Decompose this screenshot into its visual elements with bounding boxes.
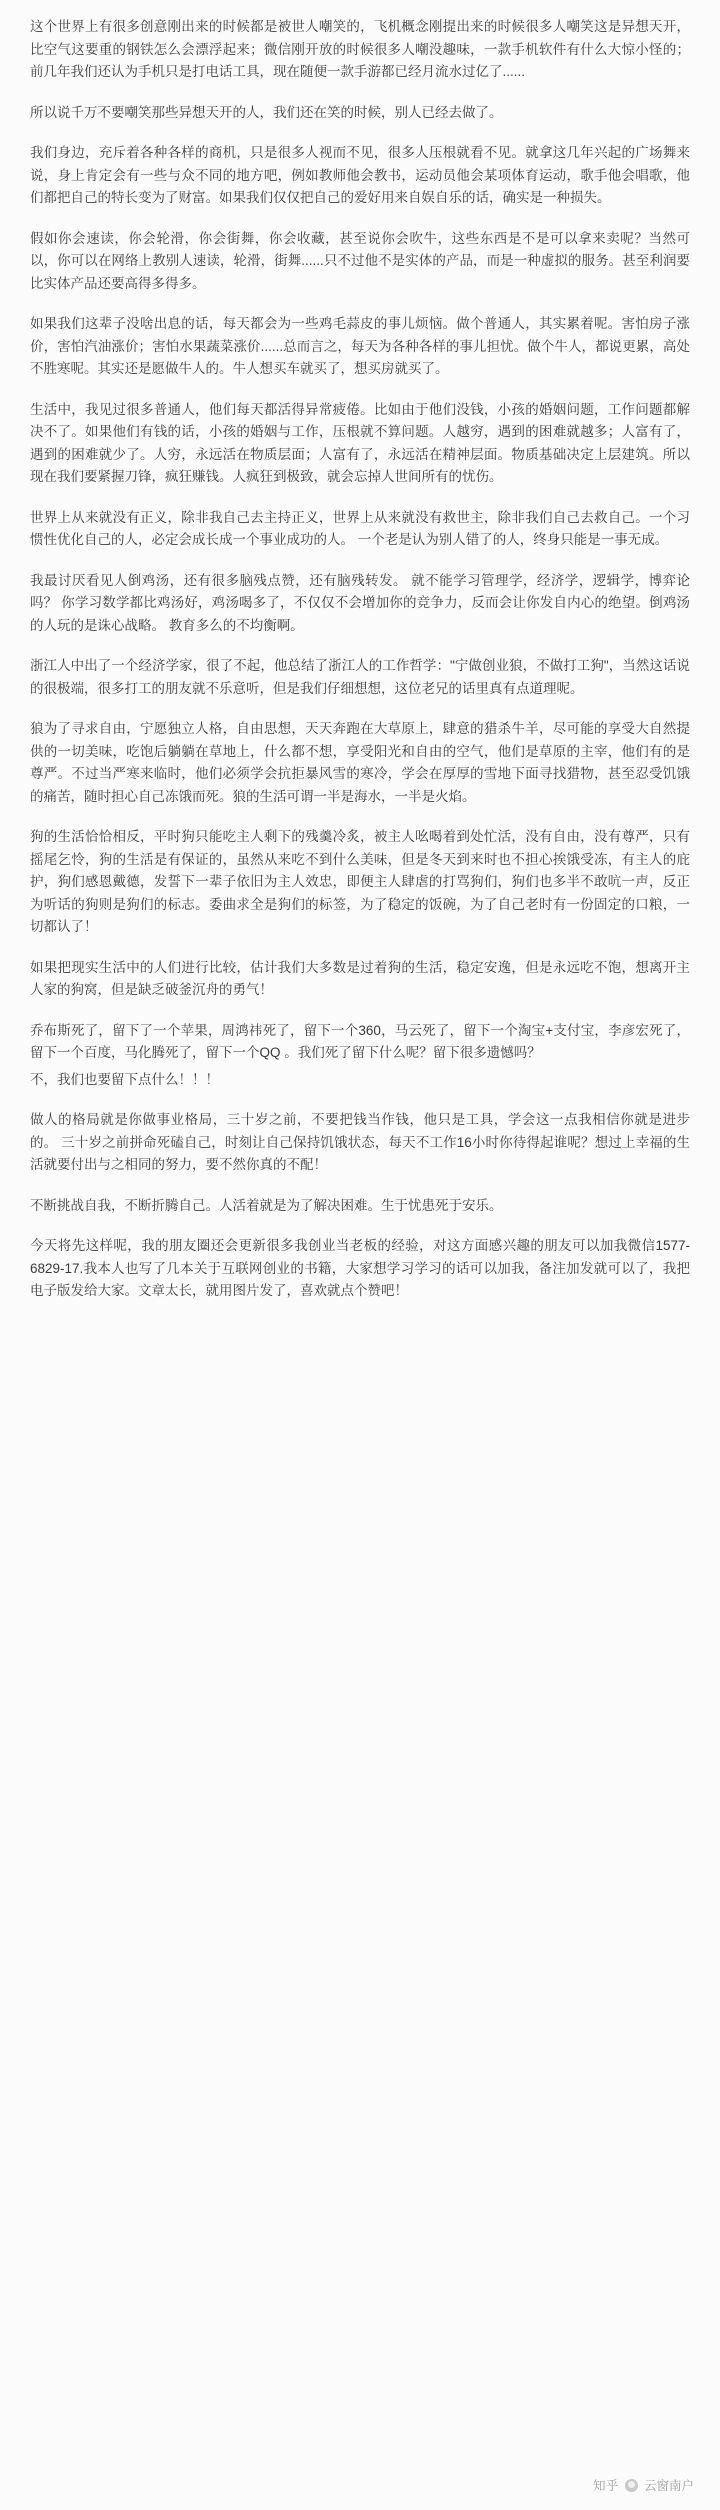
paragraph: 浙江人中出了一个经济学家，很了不起，他总结了浙江人的工作哲学："宁做创业狼，不做打工狗"，当然这话说的很极端，很多打工的朋友就不乐意听，但是我们仔细想想，这位老兄的话里真有点道理呢。: [30, 658, 690, 696]
paragraph: 世界上从来就没有正义，除非我自己去主持正义，世界上从来就没有救世主，除非我们自己去救自己。一个习惯性优化自己的人，必定会成长成一个事业成功的人。 一个老是认为别人错了的人，终身只能是一事无成。: [30, 509, 690, 547]
paragraph: 如果把现实生活中的人们进行比较，估计我们大多数是过着狗的生活，稳定安逸，但是永远吃不饱，想离开主人家的狗窝，但是缺乏破釜沉舟的勇气！: [30, 959, 690, 997]
paragraph: 今天将先这样呢，我的朋友圈还会更新很多我创业当老板的经验，对这方面感兴趣的朋友可以加我微信1577-6829-17.我本人也写了几本关于互联网创业的书籍，大家想学习学习的话可以加我，备注加发就可以了，我把电子版发给大家。文章太长，就用图片发了，喜欢就点个赞吧！: [30, 1238, 690, 1298]
paragraph: 狗的生活恰恰相反，平时狗只能吃主人剩下的残羹冷炙，被主人吆喝着到处忙活，没有自由，没有尊严，只有摇尾乞怜，狗的生活是有保证的，虽然从来吃不到什么美味，但是冬天到来时也不担心挨饿受冻，有主人的庇护，狗们感恩戴德，发誓下一辈子依旧为主人效忠，即便主人肆虐的打骂狗们，狗们也多半不敢吭一声，反正为听话的狗则是狗们的标志。委曲求全是狗们的标签，为了稳定的饭碗，为了自己老时有一份固定的口粮，一切都认了！: [30, 829, 690, 934]
watermark-footer: [593, 2476, 694, 2494]
paragraph: 不，我们也要留下点什么！！！: [30, 1071, 219, 1087]
paragraph: 狼为了寻求自由，宁愿独立人格，自由思想，天天奔跑在大草原上，肆意的猎杀牛羊，尽可能的享受大自然提供的一切美味，吃饱后躺躺在草地上，什么都不想，享受阳光和自由的空气，他们是草原的主宰，他们有的是尊严。不过当严寒来临时，他们必须学会抗拒暴风雪的寒冷，学会在厚厚的雪地下面寻找猎物，甚至忍受饥饿的痛苦，随时担心自己冻饿而死。狼的生活可谓一半是海水，一半是火焰。: [30, 721, 690, 804]
paragraph: 我们身边，充斥着各种各样的商机，只是很多人视而不见，很多人压根就看不见。就拿这几年兴起的广场舞来说，身上肯定会有一些与众不同的地方吧，例如教师他会教书，运动员他会某项体育运动，歌手他会唱歌，他们都把自己的特长变为了财富。如果我们仅仅把自己的爱好用来自娱自乐的话，确实是一种损失。: [30, 145, 690, 205]
paragraph: 做人的格局就是你做事业格局，三十岁之前，不要把钱当作钱，他只是工具，学会这一点我相信你就是进步的。 三十岁之前拼命死磕自己，时刻让自己保持饥饿状态，每天不工作16小时你待得起谁呢？想过上幸福的生活就要付出与之相同的努力，要不然你真的不配！: [30, 1112, 690, 1172]
paragraph: 乔布斯死了，留下了一个苹果，周鸿祎死了，留下一个360，马云死了，留下一个淘宝+支付宝，李彦宏死了，留下一个百度，马化腾死了，留下一个QQ 。我们死了留下什么呢？留下很多遗憾吗？: [30, 1022, 690, 1060]
paragraph: 假如你会速读，你会轮滑，你会街舞，你会收藏，甚至说你会吹牛，这些东西是不是可以拿来卖呢？当然可以，你可以在网络上教别人速读，轮滑，街舞......只不过他不是实体的产品，而是一种虚拟的服务。甚至利润要比实体产品还要高得多得多。: [30, 230, 690, 291]
paragraph: 所以说千万不要嘲笑那些异想天开的人，我们还在笑的时候，别人已经去做了。: [30, 104, 503, 120]
avatar: [625, 2479, 638, 2492]
paragraph: 生活中，我见过很多普通人，他们每天都活得异常疲倦。比如由于他们没钱，小孩的婚姻问题，工作问题都解决不了。如果他们有钱的话，小孩的婚姻与工作，压根就不算问题。人越穷，遇到的困难就越多；人富有了，遇到的困难就少了。人穷，永远活在物质层面；人富有了，永远活在精神层面。物质基础决定上层建筑。所以现在我们要紧握刀锋，疯狂赚钱。人疯狂到极致，就会忘掉人世间所有的忧伤。: [30, 401, 690, 484]
zhihu-logo: 知乎: [592, 2479, 619, 2493]
watermark-username: 云窗南户: [643, 2479, 694, 2493]
article-body: [30, 16, 690, 1303]
paragraph: 不断挑战自我，不断折腾自己。人活着就是为了解决困难。生于忧患死于安乐。: [30, 1197, 503, 1213]
paragraph: 这个世界上有很多创意刚出来的时候都是被世人嘲笑的，飞机概念刚提出来的时候很多人嘲笑这是异想天开，比空气这要重的钢铁怎么会漂浮起来；微信刚开放的时候很多人嘲没趣味，一款手机软件有什么大惊小怪的；前几年我们还认为手机只是打电话工具，现在随便一款手游都已经月流水过亿了......: [30, 19, 690, 79]
paragraph: 如果我们这辈子没啥出息的话，每天都会为一些鸡毛蒜皮的事儿烦恼。做个普通人，其实累着呢。害怕房子涨价，害怕汽油涨价；害怕水果蔬菜涨价......总而言之，每天为各种各样的事儿担忧。做个牛人，都说更累，高处不胜寒呢。其实还是愿做牛人的。牛人想买车就买了，想买房就买了。: [30, 316, 690, 376]
paragraph: 我最讨厌看见人倒鸡汤，还有很多脑残点赞，还有脑残转发。 就不能学习管理学，经济学，逻辑学，博弈论吗？ 你学习数学都比鸡汤好，鸡汤喝多了，不仅仅不会增加你的竞争力，反而会让你发自内心的绝望。倒鸡汤的人玩的是诛心战略。 教育多么的不均衡啊。: [30, 572, 690, 633]
